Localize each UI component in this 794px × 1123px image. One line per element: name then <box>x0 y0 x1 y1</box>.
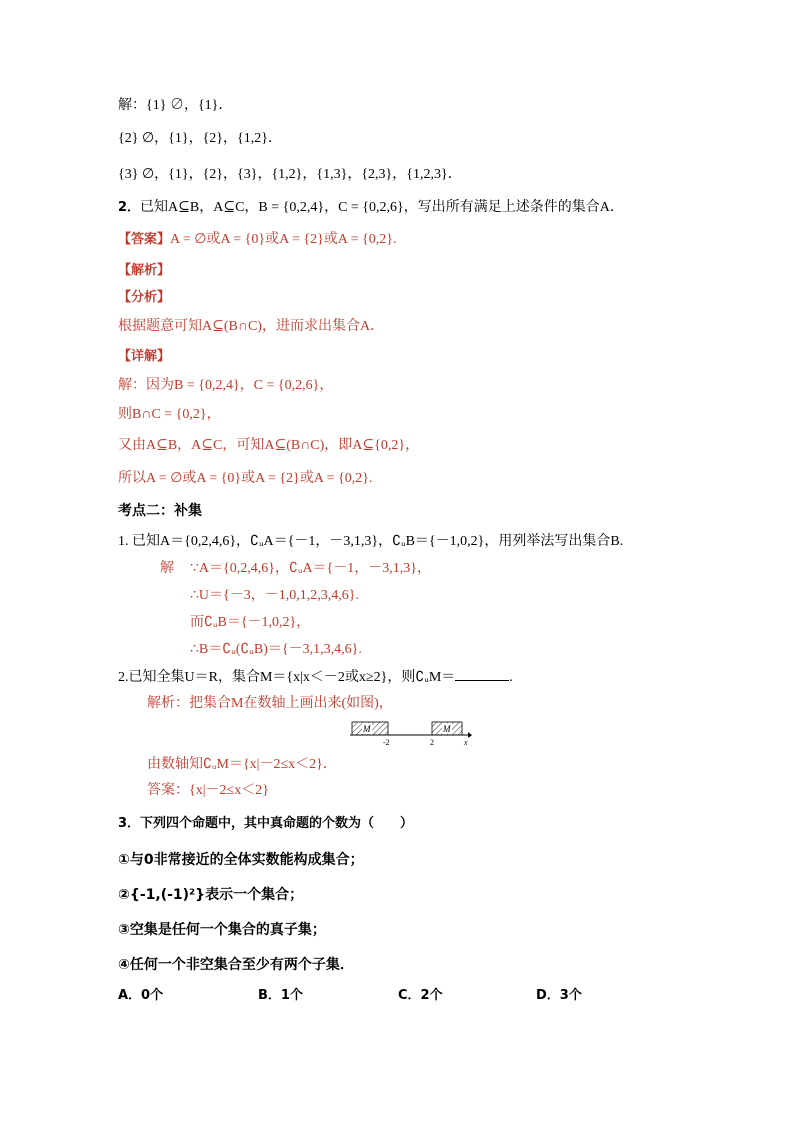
example-2-stem-end: . <box>509 670 513 685</box>
option-d: D．3个 <box>536 988 582 1003</box>
answer-text: A = ∅或A = {0}或A = {2}或A = {0,2}. <box>170 232 397 247</box>
section-heading: 考点二：补集 <box>118 503 202 519</box>
detail-line-1: 解：因为B = {0,2,4}，C = {0,2,6}， <box>118 378 334 393</box>
detail-tag: 【详解】 <box>118 349 171 364</box>
example-1-stem: 1. 已知A＝{0,2,4,6}，∁ᵤA＝{－1，－3,1,3}，∁ᵤB＝{－1,0,2}，用列举法写出集合B. <box>118 534 624 549</box>
answer-tag: 【答案】 <box>118 232 171 247</box>
answer-line <box>118 231 396 249</box>
example-1-step-1: ∵A＝{0,2,4,6}，∁ᵤA＝{－1，－3,1,3}， <box>190 561 432 576</box>
detail-line-3: 又由A⊆B，A⊆C，可知A⊆(B∩C)，即A⊆{0,2}， <box>118 438 420 453</box>
example-1-step-4: ∴B＝∁ᵤ(∁ᵤB)＝{－3,1,3,4,6}. <box>190 642 362 657</box>
tick-label-neg2: -2 <box>383 738 390 747</box>
axis-label-x: x <box>464 738 468 747</box>
option-a: A．0个 <box>118 988 164 1003</box>
option-b: B．1个 <box>258 988 303 1003</box>
question-2 <box>118 199 624 217</box>
answer-blank <box>455 668 509 681</box>
proposition-4: ④任何一个非空集合至少有两个子集． <box>118 957 354 973</box>
example-2-answer: 答案：{x|－2≤x＜2} <box>147 783 269 798</box>
example-1-step-3: 而∁ᵤB＝{－1,0,2}， <box>190 615 311 630</box>
question-3-stem: 3．下列四个命题中，其中真命题的个数为（ ） <box>118 816 414 831</box>
proposition-1: ①与0非常接近的全体实数能构成集合； <box>118 852 364 868</box>
fenxi-tag: 【分析】 <box>118 290 171 305</box>
region-label-m-left: M <box>363 724 371 734</box>
example-2-stem-text: 2.已知全集U＝R，集合M＝{x|x＜－2或x≥2}，则∁ᵤM＝ <box>118 670 456 685</box>
example-2-analysis: 解析：把集合M在数轴上画出来(如图)， <box>147 696 393 711</box>
analysis-tag: 【解析】 <box>118 263 171 278</box>
option-c: C．2个 <box>398 988 443 1003</box>
axis-arrow <box>468 732 472 738</box>
example-1-solution-label: 解 <box>160 561 174 576</box>
question-number: 2． <box>118 200 141 215</box>
question-stem: 已知A⊆B，A⊆C，B = {0,2,4}，C = {0,2,6}，写出所有满足上述条件的集合A． <box>140 200 624 215</box>
solution-line-2: {2} ∅，{1}，{2}，{1,2}． <box>118 131 282 146</box>
solution-line-1: 解：{1} ∅，{1}． <box>118 98 233 113</box>
fenxi-text: 根据题意可知A⊆(B∩C)，进而求出集合A． <box>118 319 385 334</box>
proposition-2: ②{-1,(-1)²}表示一个集合； <box>118 887 304 903</box>
number-line-figure <box>350 718 480 748</box>
answer-options <box>118 984 598 1002</box>
example-2-stem <box>118 668 513 687</box>
example-1-step-2: ∴U＝{－3，－1,0,1,2,3,4,6}. <box>190 588 359 603</box>
detail-line-2: 则B∩C = {0,2}， <box>118 407 221 422</box>
solution-line-3: {3} ∅，{1}，{2}，{3}，{1,2}，{1,3}，{2,3}，{1,2,3}． <box>118 167 462 182</box>
tick-label-2: 2 <box>430 738 434 747</box>
detail-line-4: 所以A = ∅或A = {0}或A = {2}或A = {0,2}. <box>118 471 373 486</box>
region-label-m-right: M <box>443 724 451 734</box>
proposition-3: ③空集是任何一个集合的真子集； <box>118 922 326 938</box>
example-2-conclusion: 由数轴知∁ᵤM＝{x|－2≤x＜2}． <box>147 757 337 772</box>
